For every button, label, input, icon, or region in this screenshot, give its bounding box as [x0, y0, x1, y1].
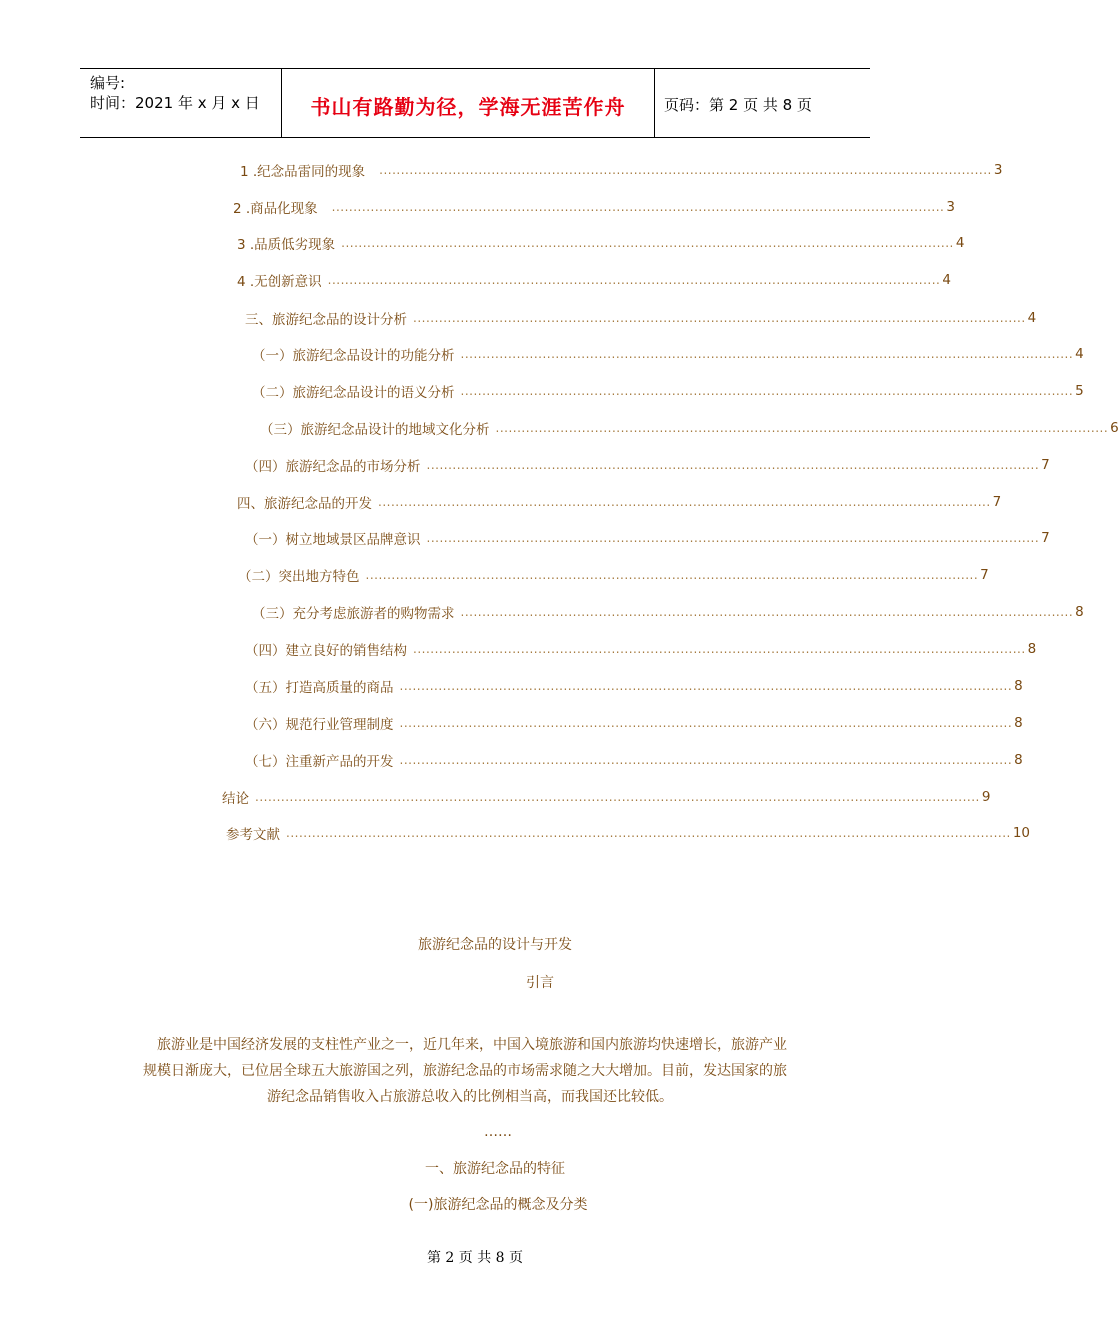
toc-leader-dots: .............................................................................................................................................. — [399, 753, 1013, 767]
toc-entry-page: 7 — [992, 494, 1002, 510]
toc-leader-dots: .............................................................................................................................................. — [327, 273, 941, 287]
header-motto: 书山有路勤为径，学海无涯苦作舟 — [310, 95, 626, 119]
toc-entry[interactable] — [252, 344, 1084, 364]
article-title: 旅游纪念品的设计与开发 — [418, 937, 572, 953]
toc-entry-page: 8 — [1014, 715, 1023, 731]
toc-entry[interactable] — [245, 713, 1023, 733]
toc-entry-label: 三、旅游纪念品的设计分析 — [245, 312, 407, 328]
toc-entry[interactable] — [238, 565, 989, 585]
toc-entry-page: 8 — [1027, 641, 1037, 657]
toc-entry-label: 参考文献 — [226, 827, 280, 843]
toc-entry-label: 四、旅游纪念品的开发 — [237, 496, 372, 512]
toc-entry-page: 4 — [942, 272, 951, 288]
header-page-info: 页码：第 2 页 共 8 页 — [664, 96, 812, 114]
page-header — [80, 68, 870, 138]
toc-leader-dots: .............................................................................................................................................. — [331, 200, 945, 214]
toc-entry[interactable] — [240, 160, 1003, 180]
toc-leader-dots: .............................................................................................................................................. — [365, 568, 979, 582]
toc-leader-dots: .............................................................................................................................................. — [379, 163, 992, 177]
toc-entry-page: 3 — [946, 199, 955, 215]
toc-entry-label: （一）旅游纪念品设计的功能分析 — [252, 348, 455, 364]
toc-entry-page: 7 — [1041, 530, 1050, 546]
toc-entry-page: 7 — [980, 567, 989, 583]
subsection-heading: (一)旅游纪念品的概念及分类 — [408, 1197, 588, 1213]
toc-leader-dots: .............................................................................................................................................. — [460, 605, 1074, 619]
intro-line: 游纪念品销售收入占旅游总收入的比例相当高，而我国还比较低。 — [267, 1089, 673, 1105]
toc-entry-page: 9 — [981, 789, 991, 805]
toc-entry[interactable] — [237, 492, 1002, 512]
toc-entry[interactable] — [245, 676, 1023, 696]
toc-entry-label: 结论 — [222, 791, 249, 807]
toc-entry-label: （六）规范行业管理制度 — [245, 717, 394, 733]
intro-paragraph — [143, 1032, 823, 1110]
page-footer: 第 2 页 共 8 页 — [426, 1250, 524, 1266]
toc-entry-page: 8 — [1075, 604, 1084, 620]
section-heading: 一、旅游纪念品的特征 — [425, 1161, 565, 1177]
toc-entry-page: 4 — [1075, 346, 1084, 362]
toc-entry[interactable] — [252, 602, 1084, 622]
toc-leader-dots: .............................................................................................................................................. — [495, 421, 1109, 435]
toc-leader-dots: .............................................................................................................................................. — [413, 642, 1026, 656]
toc-entry[interactable] — [245, 455, 1050, 475]
toc-entry[interactable] — [245, 528, 1050, 548]
toc-entry-label: 4 .无创新意识 — [237, 274, 322, 290]
toc-entry-page: 3 — [993, 162, 1003, 178]
toc-entry-label: （七）注重新产品的开发 — [245, 754, 394, 770]
toc-entry[interactable] — [226, 823, 1031, 843]
toc-entry[interactable] — [245, 639, 1037, 659]
toc-entry-label: 1 .纪念品雷同的现象 — [240, 164, 366, 180]
toc-entry-page: 7 — [1041, 457, 1050, 473]
toc-entry[interactable] — [237, 233, 965, 253]
toc-leader-dots: .............................................................................................................................................. — [341, 236, 954, 250]
toc-leader-dots: .............................................................................................................................................. — [399, 679, 1013, 693]
toc-entry-label: （一）树立地域景区品牌意识 — [245, 532, 421, 548]
toc-entry[interactable] — [237, 270, 951, 290]
toc-entry-page: 8 — [1014, 752, 1023, 768]
toc-leader-dots: .............................................................................................................................................. — [460, 384, 1074, 398]
toc-leader-dots: .............................................................................................................................................. — [426, 458, 1040, 472]
toc-entry-label: （三）旅游纪念品设计的地域文化分析 — [260, 422, 490, 438]
toc-leader-dots: .............................................................................................................................................. — [399, 716, 1013, 730]
ellipsis: …… — [484, 1124, 512, 1140]
toc-entry-label: （四）旅游纪念品的市场分析 — [245, 459, 421, 475]
toc-leader-dots: .............................................................................................................................................. — [378, 495, 991, 509]
toc-entry-label: （二）突出地方特色 — [238, 569, 360, 585]
toc-entry[interactable] — [260, 418, 1119, 438]
header-left — [90, 73, 260, 113]
toc-leader-dots: ........................................................................................................................................................................ — [255, 790, 980, 804]
toc-leader-dots: ........................................................................................................................................................................ — [286, 826, 1011, 840]
toc-entry[interactable] — [222, 787, 991, 807]
toc-entry-page: 8 — [1014, 678, 1023, 694]
toc-entry-label: （三）充分考虑旅游者的购物需求 — [252, 606, 455, 622]
toc-entry[interactable] — [252, 381, 1084, 401]
toc-entry-label: （二）旅游纪念品设计的语义分析 — [252, 385, 455, 401]
toc-leader-dots: .............................................................................................................................................. — [413, 311, 1026, 325]
toc-leader-dots: .............................................................................................................................................. — [460, 347, 1074, 361]
toc-entry-page: 4 — [1027, 310, 1037, 326]
toc-entry-label: 3 .品质低劣现象 — [237, 237, 336, 253]
intro-line: 规模日渐庞大，已位居全球五大旅游国之列，旅游纪念品的市场需求随之大大增加。目前，发达国家的旅 — [143, 1063, 787, 1079]
header-divider — [654, 69, 655, 137]
date-label: 时间：2021 年 x 月 x 日 — [90, 94, 260, 112]
intro-heading: 引言 — [526, 975, 554, 991]
toc-entry[interactable] — [233, 197, 955, 217]
toc-entry-page: 6 — [1110, 420, 1119, 436]
toc-leader-dots: .............................................................................................................................................. — [426, 531, 1040, 545]
toc-entry-page: 4 — [955, 235, 965, 251]
toc-entry-label: （五）打造高质量的商品 — [245, 680, 394, 696]
toc-entry-page: 5 — [1075, 383, 1084, 399]
toc-entry-page: 10 — [1012, 825, 1031, 841]
toc-entry-label: 2 .商品化现象 — [233, 201, 318, 217]
toc-entry[interactable] — [245, 750, 1023, 770]
toc-entry[interactable] — [245, 308, 1037, 328]
intro-line: 旅游业是中国经济发展的支柱性产业之一，近几年来，中国入境旅游和国内旅游均快速增长，旅游产业 — [157, 1037, 787, 1053]
toc-entry-label: （四）建立良好的销售结构 — [245, 643, 407, 659]
serial-label: 编号: — [90, 74, 126, 92]
